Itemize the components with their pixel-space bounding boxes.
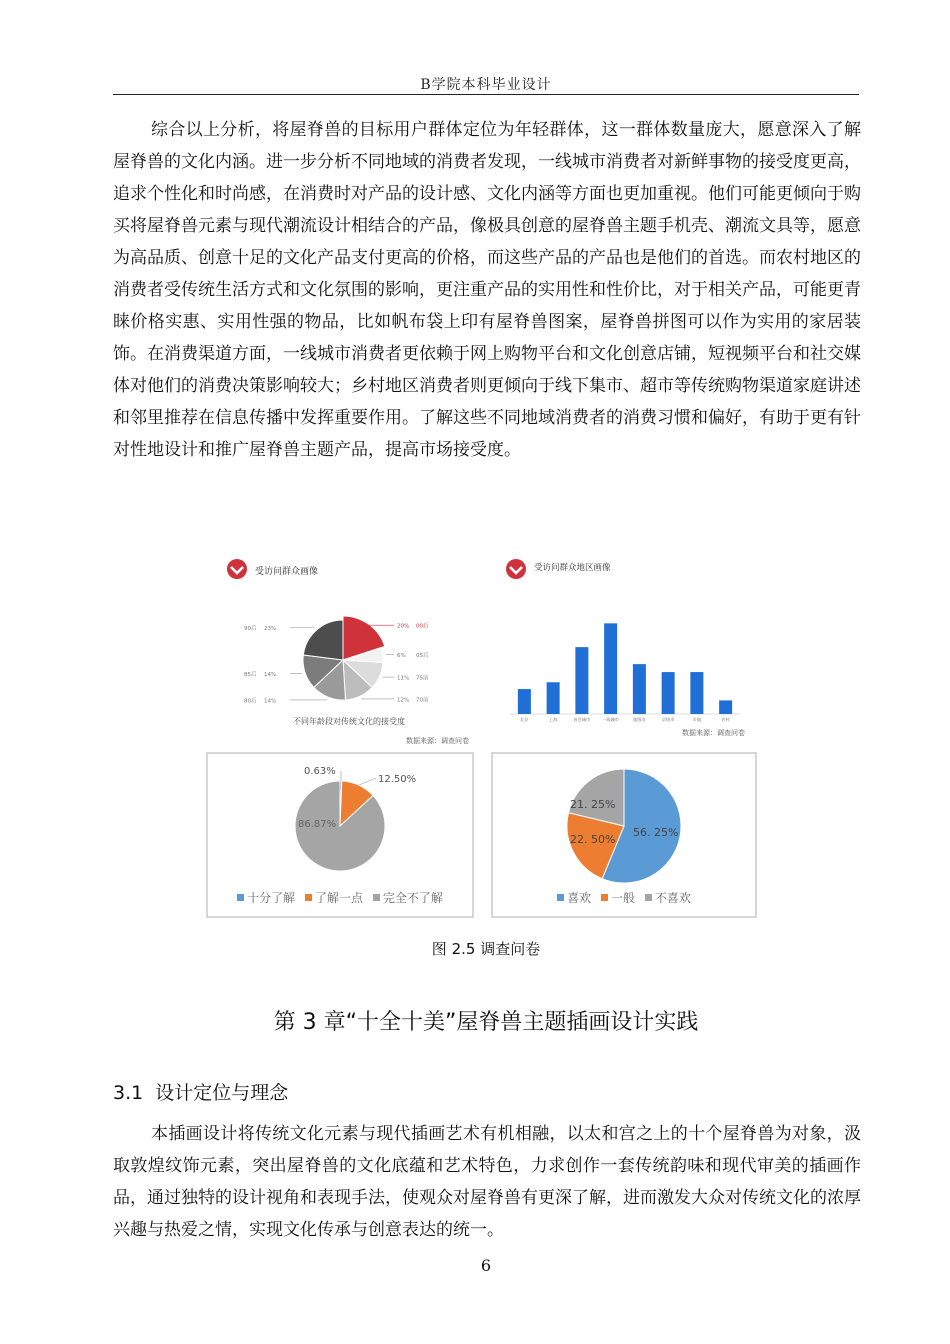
understanding-chart-box (206, 752, 474, 918)
pie-percent-label: 0.63% (304, 766, 336, 777)
legend-label: 完全不了解 (382, 891, 443, 905)
bar-7 (690, 672, 703, 714)
pie-category-label: 75前 (416, 675, 429, 682)
pie-percent-label: 12% (397, 697, 410, 704)
body-paragraph-1: 综合以上分析，将屋脊兽的目标用户群体定位为年轻群体，这一群体数量庞大，愿意深入了解屋脊兽的文化内涵。进一步分析不同地域的消费者发现，一线城市消费者对新鲜事物的接受度更高，追求个性化和时尚感，在消费时对产品的设计感、文化内涵等方面也更加重视。他们可能更倾向于购买将屋脊兽元素与现代潮流设计相结合的产品，像极具创意的屋脊兽主题手机壳、潮流文具等，愿意为高品质、创意十足的文化产品支付更高的价格，而这些产品的产品也是他们的首选。而农村地区的消费者受传统生活方式和文化氛围的影响，更注重产品的实用性和性价比，对于相关产品，可能更青睐价格实惠、实用性强的物品，比如帆布袋上印有屋脊兽图案，屋脊兽拼图可以作为实用的家居装饰。在消费渠道方面，一线城市消费者更依赖于网上购物平台和文化创意店铺，短视频平台和社交媒体对他们的消费决策影响较大；乡村地区消费者则更倾向于线下集市、超市等传统购物渠道家庭讲述和邻里推荐在信息传播中发挥重要作用。了解这些不同地域消费者的消费习惯和偏好，有助于更有针对性地设计和推广屋脊兽主题产品，提高市场接受度。 (113, 120, 861, 460)
legend-swatch-blue (237, 894, 244, 901)
pie-category-label: 05后 (416, 653, 429, 660)
pie-percent-label: 12.50% (378, 774, 417, 785)
legend-swatch-orange (601, 894, 608, 901)
preference-chart-box (491, 752, 757, 918)
legend-label: 十分了解 (247, 891, 296, 905)
pie-percent-label: 56. 25% (633, 826, 679, 839)
section-heading (113, 1078, 288, 1105)
region-chart-title: 受访问群众地区画像 (534, 563, 611, 573)
pie-percent-label: 11% (397, 675, 410, 682)
page-number: 6 (480, 1256, 492, 1275)
pie-leader-line (359, 778, 376, 785)
bar-8 (719, 700, 732, 714)
pie-category-label: 85后 (244, 671, 257, 678)
bar-tick-label: 上海 (548, 717, 558, 722)
header-rule (113, 94, 859, 95)
age-pie-chart (216, 552, 482, 752)
region-bar-chart (496, 552, 762, 752)
legend-swatch-blue (557, 894, 564, 901)
region-portrait-panel (496, 552, 762, 752)
preference-legend (493, 889, 755, 906)
bar-tick-label: 省会城市 (573, 717, 591, 722)
legend-swatch-orange (305, 894, 312, 901)
bar-tick-label: 一线城市 (602, 717, 620, 722)
pie-percent-label: 6% (397, 653, 406, 660)
bar-tick-label: 县级市 (661, 717, 675, 722)
bar-2 (547, 682, 560, 714)
page-header: B学院本科毕业设计 (420, 77, 552, 93)
legend-label: 不喜欢 (654, 891, 691, 905)
legend-label: 了解一点 (314, 891, 363, 905)
understanding-legend (208, 889, 472, 906)
pie-percent-label: 21. 25% (570, 798, 616, 811)
understanding-pie-chart (208, 754, 472, 884)
bar-3 (575, 647, 588, 714)
bar-tick-label: 北京 (520, 717, 529, 722)
age-chart-subtitle: 不同年龄段对传统文化的接受度 (293, 717, 405, 726)
pie-category-label: 00后 (416, 623, 429, 630)
pie-percent-label: 14% (264, 698, 277, 705)
bar-tick-label: 农村 (721, 717, 730, 722)
age-chart-title: 受访问群众画像 (255, 567, 319, 577)
pie-percent-label: 22. 50% (570, 833, 616, 846)
bar-4 (604, 623, 617, 714)
pie-slice-7 (303, 620, 343, 660)
bar-6 (662, 672, 675, 714)
pie-percent-label: 20% (397, 623, 410, 630)
body-paragraph-2: 本插画设计将传统文化元素与现代插画艺术有机相融，以太和宫之上的十个屋脊兽为对象，汲取敦煌纹饰元素，突出屋脊兽的文化底蕴和艺术特色，力求创作一套传统韵味和现代审美的插画作品，通过独特的设计视角和表现手法，使观众对屋脊兽有更深了解，进而激发大众对传统文化的浓厚兴趣与热爱之情，实现文化传承与创意表达的统一。 (113, 1124, 861, 1240)
legend-label: 喜欢 (567, 891, 592, 905)
age-portrait-panel (216, 552, 482, 752)
legend-label: 一般 (610, 891, 635, 905)
bar-1 (518, 689, 531, 714)
bar-5 (633, 664, 646, 714)
section-number: 3.1 (113, 1082, 144, 1104)
section-title: 设计定位与理念 (155, 1082, 289, 1104)
age-chart-source: 数据来源：调查问卷 (406, 737, 469, 745)
bar-tick-label: 地级市 (633, 717, 646, 722)
figure-caption: 图 2.5 调查问卷 (431, 940, 541, 958)
chapter-title: 第 3 章“十全十美”屋脊兽主题插画设计实践 (273, 1010, 699, 1035)
pie-percent-label: 86.87% (298, 819, 337, 830)
pie-percent-label: 23% (264, 626, 277, 633)
pie-percent-label: 14% (264, 671, 277, 678)
legend-swatch-gray (645, 894, 652, 901)
pie-category-label: 90后 (244, 626, 257, 633)
pie-category-label: 80后 (244, 698, 257, 705)
legend-swatch-gray (373, 894, 380, 901)
pie-category-label: 70前 (416, 697, 429, 704)
preference-pie-chart (493, 754, 755, 884)
region-chart-source: 数据来源：调查问卷 (682, 729, 745, 737)
checkmark-badge-icon (506, 559, 526, 579)
bar-tick-label: 乡镇 (692, 717, 702, 722)
checkmark-badge-icon (227, 559, 247, 579)
